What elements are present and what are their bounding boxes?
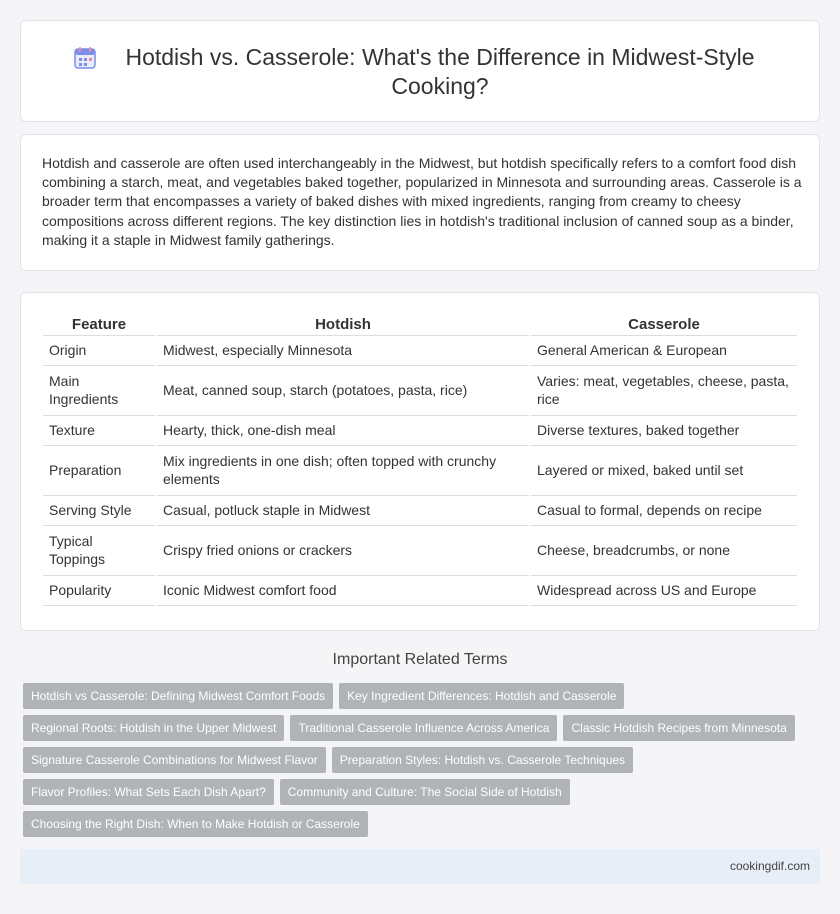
related-tag[interactable]: Community and Culture: The Social Side of Hotdish xyxy=(280,779,570,805)
table-row xyxy=(43,576,797,606)
related-tag[interactable]: Hotdish vs Casserole: Defining Midwest Comfort Foods xyxy=(23,683,333,709)
related-tag[interactable]: Classic Hotdish Recipes from Minnesota xyxy=(563,715,794,741)
table-cell: General American & European xyxy=(531,336,797,366)
table-cell: Main Ingredients xyxy=(43,366,155,416)
related-terms-heading: Important Related Terms xyxy=(332,651,508,668)
table-cell: Crispy fried onions or crackers xyxy=(157,526,529,576)
tag-row xyxy=(23,747,813,773)
footer-site-link[interactable]: cookingdif.com xyxy=(729,859,810,873)
tag-row xyxy=(23,715,813,741)
tag-row xyxy=(23,683,813,709)
related-tag[interactable]: Key Ingredient Differences: Hotdish and Casserole xyxy=(339,683,624,709)
related-tag[interactable]: Preparation Styles: Hotdish vs. Casserole Techniques xyxy=(332,747,633,773)
table-cell: Layered or mixed, baked until set xyxy=(531,446,797,496)
comparison-card xyxy=(20,292,820,631)
table-row xyxy=(43,416,797,446)
related-tag[interactable]: Signature Casserole Combinations for Midwest Flavor xyxy=(23,747,326,773)
table-row xyxy=(43,446,797,496)
related-tag[interactable]: Flavor Profiles: What Sets Each Dish Apart? xyxy=(23,779,274,805)
table-cell: Hearty, thick, one-dish meal xyxy=(157,416,529,446)
title-card xyxy=(20,20,820,122)
table-row xyxy=(43,496,797,526)
comparison-table xyxy=(41,315,799,606)
page-title: Hotdish vs. Casserole: What's the Difference in Midwest-Style Cooking? xyxy=(125,44,755,99)
table-cell: Popularity xyxy=(43,576,155,606)
table-cell: Typical Toppings xyxy=(43,526,155,576)
table-cell: Cheese, breadcrumbs, or none xyxy=(531,526,797,576)
table-cell: Preparation xyxy=(43,446,155,496)
header-casserole: Casserole xyxy=(531,315,797,336)
table-cell: Varies: meat, vegetables, cheese, pasta, rice xyxy=(531,366,797,416)
header-feature: Feature xyxy=(43,315,155,336)
table-cell: Texture xyxy=(43,416,155,446)
table-cell: Diverse textures, baked together xyxy=(531,416,797,446)
table-cell: Casual, potluck staple in Midwest xyxy=(157,496,529,526)
table-row xyxy=(43,336,797,366)
table-cell: Meat, canned soup, starch (potatoes, pasta, rice) xyxy=(157,366,529,416)
table-cell: Origin xyxy=(43,336,155,366)
related-tag[interactable]: Traditional Casserole Influence Across America xyxy=(290,715,557,741)
table-cell: Serving Style xyxy=(43,496,155,526)
table-cell: Casual to formal, depends on recipe xyxy=(531,496,797,526)
table-cell: Widespread across US and Europe xyxy=(531,576,797,606)
intro-card xyxy=(20,134,820,271)
table-row xyxy=(43,366,797,416)
table-cell: Mix ingredients in one dish; often topped with crunchy elements xyxy=(157,446,529,496)
intro-paragraph: Hotdish and casserole are often used interchangeably in the Midwest, but hotdish specifically refers to a comfort food dish combining a starch, meat, and vegetables baked together, popularized in Minnesota and surrounding areas. Casserole is a broader term that encompasses a variety of baked dishes with mixed ingredients, ranging from creamy to cheesy compositions across different regions. The key distinction lies in hotdish's traditional inclusion of canned soup as a binder, making it a staple in Midwest family gatherings. xyxy=(42,155,802,248)
table-row xyxy=(43,526,797,576)
related-tag[interactable]: Choosing the Right Dish: When to Make Hotdish or Casserole xyxy=(23,811,368,837)
tag-row xyxy=(23,779,813,805)
table-header-row xyxy=(43,315,797,336)
table-cell: Iconic Midwest comfort food xyxy=(157,576,529,606)
footer xyxy=(20,849,820,884)
header-hotdish: Hotdish xyxy=(157,315,529,336)
related-tag[interactable]: Regional Roots: Hotdish in the Upper Midwest xyxy=(23,715,284,741)
tag-row xyxy=(23,811,813,837)
table-cell: Midwest, especially Minnesota xyxy=(157,336,529,366)
related-tags xyxy=(23,683,813,843)
